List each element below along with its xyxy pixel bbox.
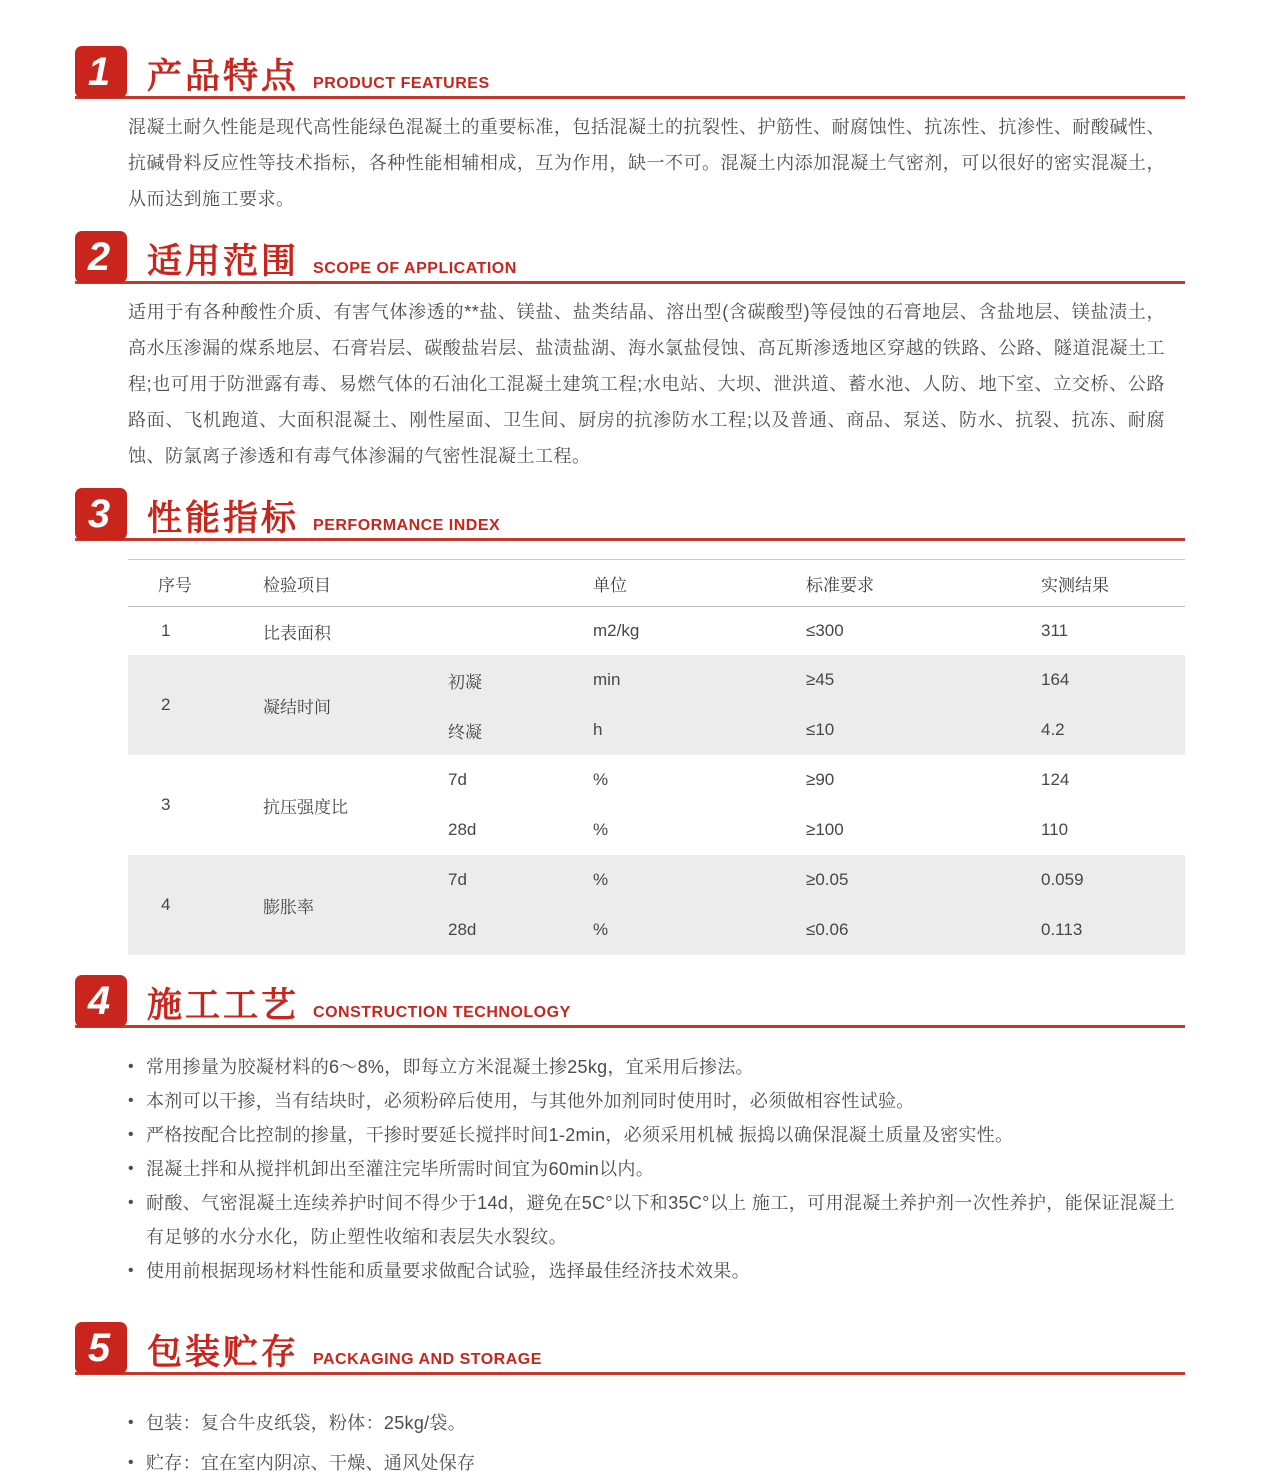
cell-sub: 7d — [448, 870, 467, 889]
section-1-header — [75, 46, 1185, 99]
section-4-title: 施工工艺 — [147, 986, 300, 1025]
section-packaging-and-storage — [75, 1322, 1185, 1483]
cell-item: 膨胀率 — [263, 897, 314, 917]
section-3-title: 性能指标 — [147, 499, 300, 538]
cell-result: 164 — [1041, 670, 1070, 689]
table-row — [128, 755, 1185, 855]
cell-standard: ≥45 — [806, 670, 835, 689]
bullet-item — [128, 1403, 1175, 1443]
section-1-number: 1 — [87, 50, 111, 94]
section-5-header — [75, 1322, 1185, 1375]
cell-result: 0.113 — [1041, 920, 1083, 939]
section-2-paragraph: 适用于有各种酸性介质、有害气体渗透的**盐、镁盐、盐类结晶、溶出型(含碳酸型)等侵蚀的石膏地层、含盐地层、镁盐渍土，高水压渗漏的煤系地层、石膏岩层、碳酸盐岩层、盐渍盐湖、海水氯盐侵蚀、高瓦斯渗透地区穿越的铁路、公路、隧道混凝土工程;也可用于防泄露有毒、易燃气体的石油化工混凝土建筑工程;水电站、大坝、泄洪道、蓄水池、人防、地下室、立交桥、公路路面、飞机跑道、大面积混凝土、刚性屋面、卫生间、厨房的抗渗防水工程;以及普通、商品、泵送、防水、抗裂、抗冻、耐腐蚀、防氯离子渗透和有毒气体渗漏的气密性混凝土工程。 — [128, 302, 1165, 466]
cell-item: 抗压强度比 — [263, 797, 348, 817]
cell-item: 凝结时间 — [263, 697, 331, 717]
cell-seq: 4 — [161, 895, 171, 914]
bullet-icon: • — [128, 1126, 134, 1143]
cell-unit: % — [593, 770, 609, 789]
cell-standard: ≤0.06 — [806, 920, 849, 939]
table-row — [128, 655, 1185, 755]
section-5-title: 包装贮存 — [147, 1333, 300, 1372]
col-header-standard: 标准要求 — [806, 575, 874, 595]
section-product-features — [75, 46, 1185, 217]
section-4-number: 4 — [87, 979, 111, 1023]
bullet-text: 包装：复合牛皮纸袋，粉体：25kg/袋。 — [146, 1413, 467, 1433]
section-1-subtitle: PRODUCT FEATURES — [313, 75, 490, 92]
table-row — [128, 855, 1185, 955]
bullet-icon: • — [128, 1414, 134, 1431]
section-3-number: 3 — [87, 492, 111, 536]
cell-item: 比表面积 — [263, 623, 331, 643]
section-2-number: 2 — [87, 235, 111, 279]
cell-seq: 3 — [161, 795, 171, 814]
cell-result: 0.059 — [1041, 870, 1084, 889]
section-2-subtitle: SCOPE OF APPLICATION — [313, 260, 517, 277]
section-4-subtitle: CONSTRUCTION TECHNOLOGY — [313, 1004, 571, 1021]
cell-result: 124 — [1041, 770, 1070, 789]
cell-sub: 28d — [448, 820, 477, 839]
cell-seq: 2 — [161, 695, 171, 714]
cell-standard: ≥0.05 — [806, 870, 849, 889]
cell-standard: ≤300 — [806, 621, 844, 640]
bullet-text: 常用掺量为胶凝材料的6～8%，即每立方米混凝土掺25kg，宜采用后掺法。 — [146, 1057, 754, 1077]
bullet-item — [128, 1050, 1175, 1084]
bullet-item — [128, 1118, 1175, 1152]
bullet-icon: • — [128, 1058, 134, 1075]
bullet-item — [128, 1186, 1175, 1254]
cell-sub: 终凝 — [448, 722, 482, 742]
table-row — [128, 607, 1185, 655]
cell-sub: 28d — [448, 920, 477, 939]
bullet-icon: • — [128, 1194, 134, 1211]
performance-table — [128, 559, 1185, 955]
cell-unit: % — [593, 870, 609, 889]
section-5-number: 5 — [87, 1326, 111, 1370]
col-header-result: 实测结果 — [1041, 575, 1109, 595]
section-2-number-badge — [75, 231, 127, 283]
cell-unit: h — [593, 720, 603, 739]
section-4-header — [75, 975, 1185, 1028]
bullet-text: 贮存：宜在室内阴凉、干燥、通风处保存 — [146, 1453, 476, 1473]
cell-sub: 初凝 — [448, 672, 482, 692]
cell-unit: % — [593, 920, 609, 939]
section-scope-of-application — [75, 231, 1185, 474]
bullet-text: 使用前根据现场材料性能和质量要求做配合试验，选择最佳经济技术效果。 — [146, 1261, 750, 1281]
bullet-item — [128, 1443, 1175, 1483]
bullet-text: 混凝土拌和从搅拌机卸出至灌注完毕所需时间宜为60min以内。 — [146, 1159, 655, 1179]
col-header-unit: 单位 — [593, 575, 627, 595]
section-3-number-badge — [75, 488, 127, 540]
section-1-number-badge — [75, 46, 127, 98]
construction-bullet-list — [128, 1050, 1175, 1288]
section-5-number-badge — [75, 1322, 127, 1374]
section-1-title: 产品特点 — [147, 57, 300, 96]
cell-sub: 7d — [448, 770, 467, 789]
section-construction-technology — [75, 975, 1185, 1288]
section-3-subtitle: PERFORMANCE INDEX — [313, 517, 501, 534]
cell-result: 4.2 — [1041, 720, 1065, 739]
bullet-icon: • — [128, 1262, 134, 1279]
col-header-item: 检验项目 — [263, 575, 331, 595]
bullet-text: 本剂可以干掺，当有结块时，必须粉碎后使用，与其他外加剂同时使用时，必须做相容性试验。 — [146, 1091, 915, 1111]
bullet-icon: • — [128, 1092, 134, 1109]
bullet-item — [128, 1084, 1175, 1118]
section-3-header — [75, 488, 1185, 541]
bullet-item — [128, 1254, 1175, 1288]
section-5-subtitle: PACKAGING AND STORAGE — [313, 1351, 542, 1368]
packaging-bullet-list — [128, 1403, 1175, 1483]
cell-standard: ≥90 — [806, 770, 835, 789]
section-performance-index — [75, 488, 1185, 955]
bullet-icon: • — [128, 1160, 134, 1177]
bullet-text: 严格按配合比控制的掺量，干掺时要延长搅拌时间1-2min，必须采用机械 振捣以确保混凝土质量及密实性。 — [146, 1125, 1014, 1145]
cell-seq: 1 — [161, 621, 171, 640]
bullet-icon: • — [128, 1454, 134, 1471]
cell-result: 311 — [1041, 621, 1069, 640]
section-2-header — [75, 231, 1185, 284]
col-header-seq: 序号 — [158, 575, 192, 595]
bullet-item — [128, 1152, 1175, 1186]
cell-unit: m2/kg — [593, 621, 640, 640]
section-4-number-badge — [75, 975, 127, 1027]
cell-unit: min — [593, 670, 621, 689]
section-1-paragraph: 混凝土耐久性能是现代高性能绿色混凝土的重要标准，包括混凝土的抗裂性、护筋性、耐腐蚀性、抗冻性、抗渗性、耐酸碱性、抗碱骨料反应性等技术指标，各种性能相辅相成，互为作用，缺一不可。混凝土内添加混凝土气密剂，可以很好的密实混凝土，从而达到施工要求。 — [128, 117, 1165, 209]
cell-standard: ≥100 — [806, 820, 844, 839]
cell-standard: ≤10 — [806, 720, 835, 739]
table-header-row — [128, 559, 1185, 607]
section-2-title: 适用范围 — [147, 242, 300, 281]
cell-result: 110 — [1041, 820, 1069, 839]
cell-unit: % — [593, 820, 609, 839]
bullet-text: 耐酸、气密混凝土连续养护时间不得少于14d，避免在5C°以下和35C°以上 施工，可用混凝土养护剂一次性养护，能保证混凝土有足够的水分水化，防止塑性收缩和表层失水裂纹。 — [146, 1193, 1175, 1247]
